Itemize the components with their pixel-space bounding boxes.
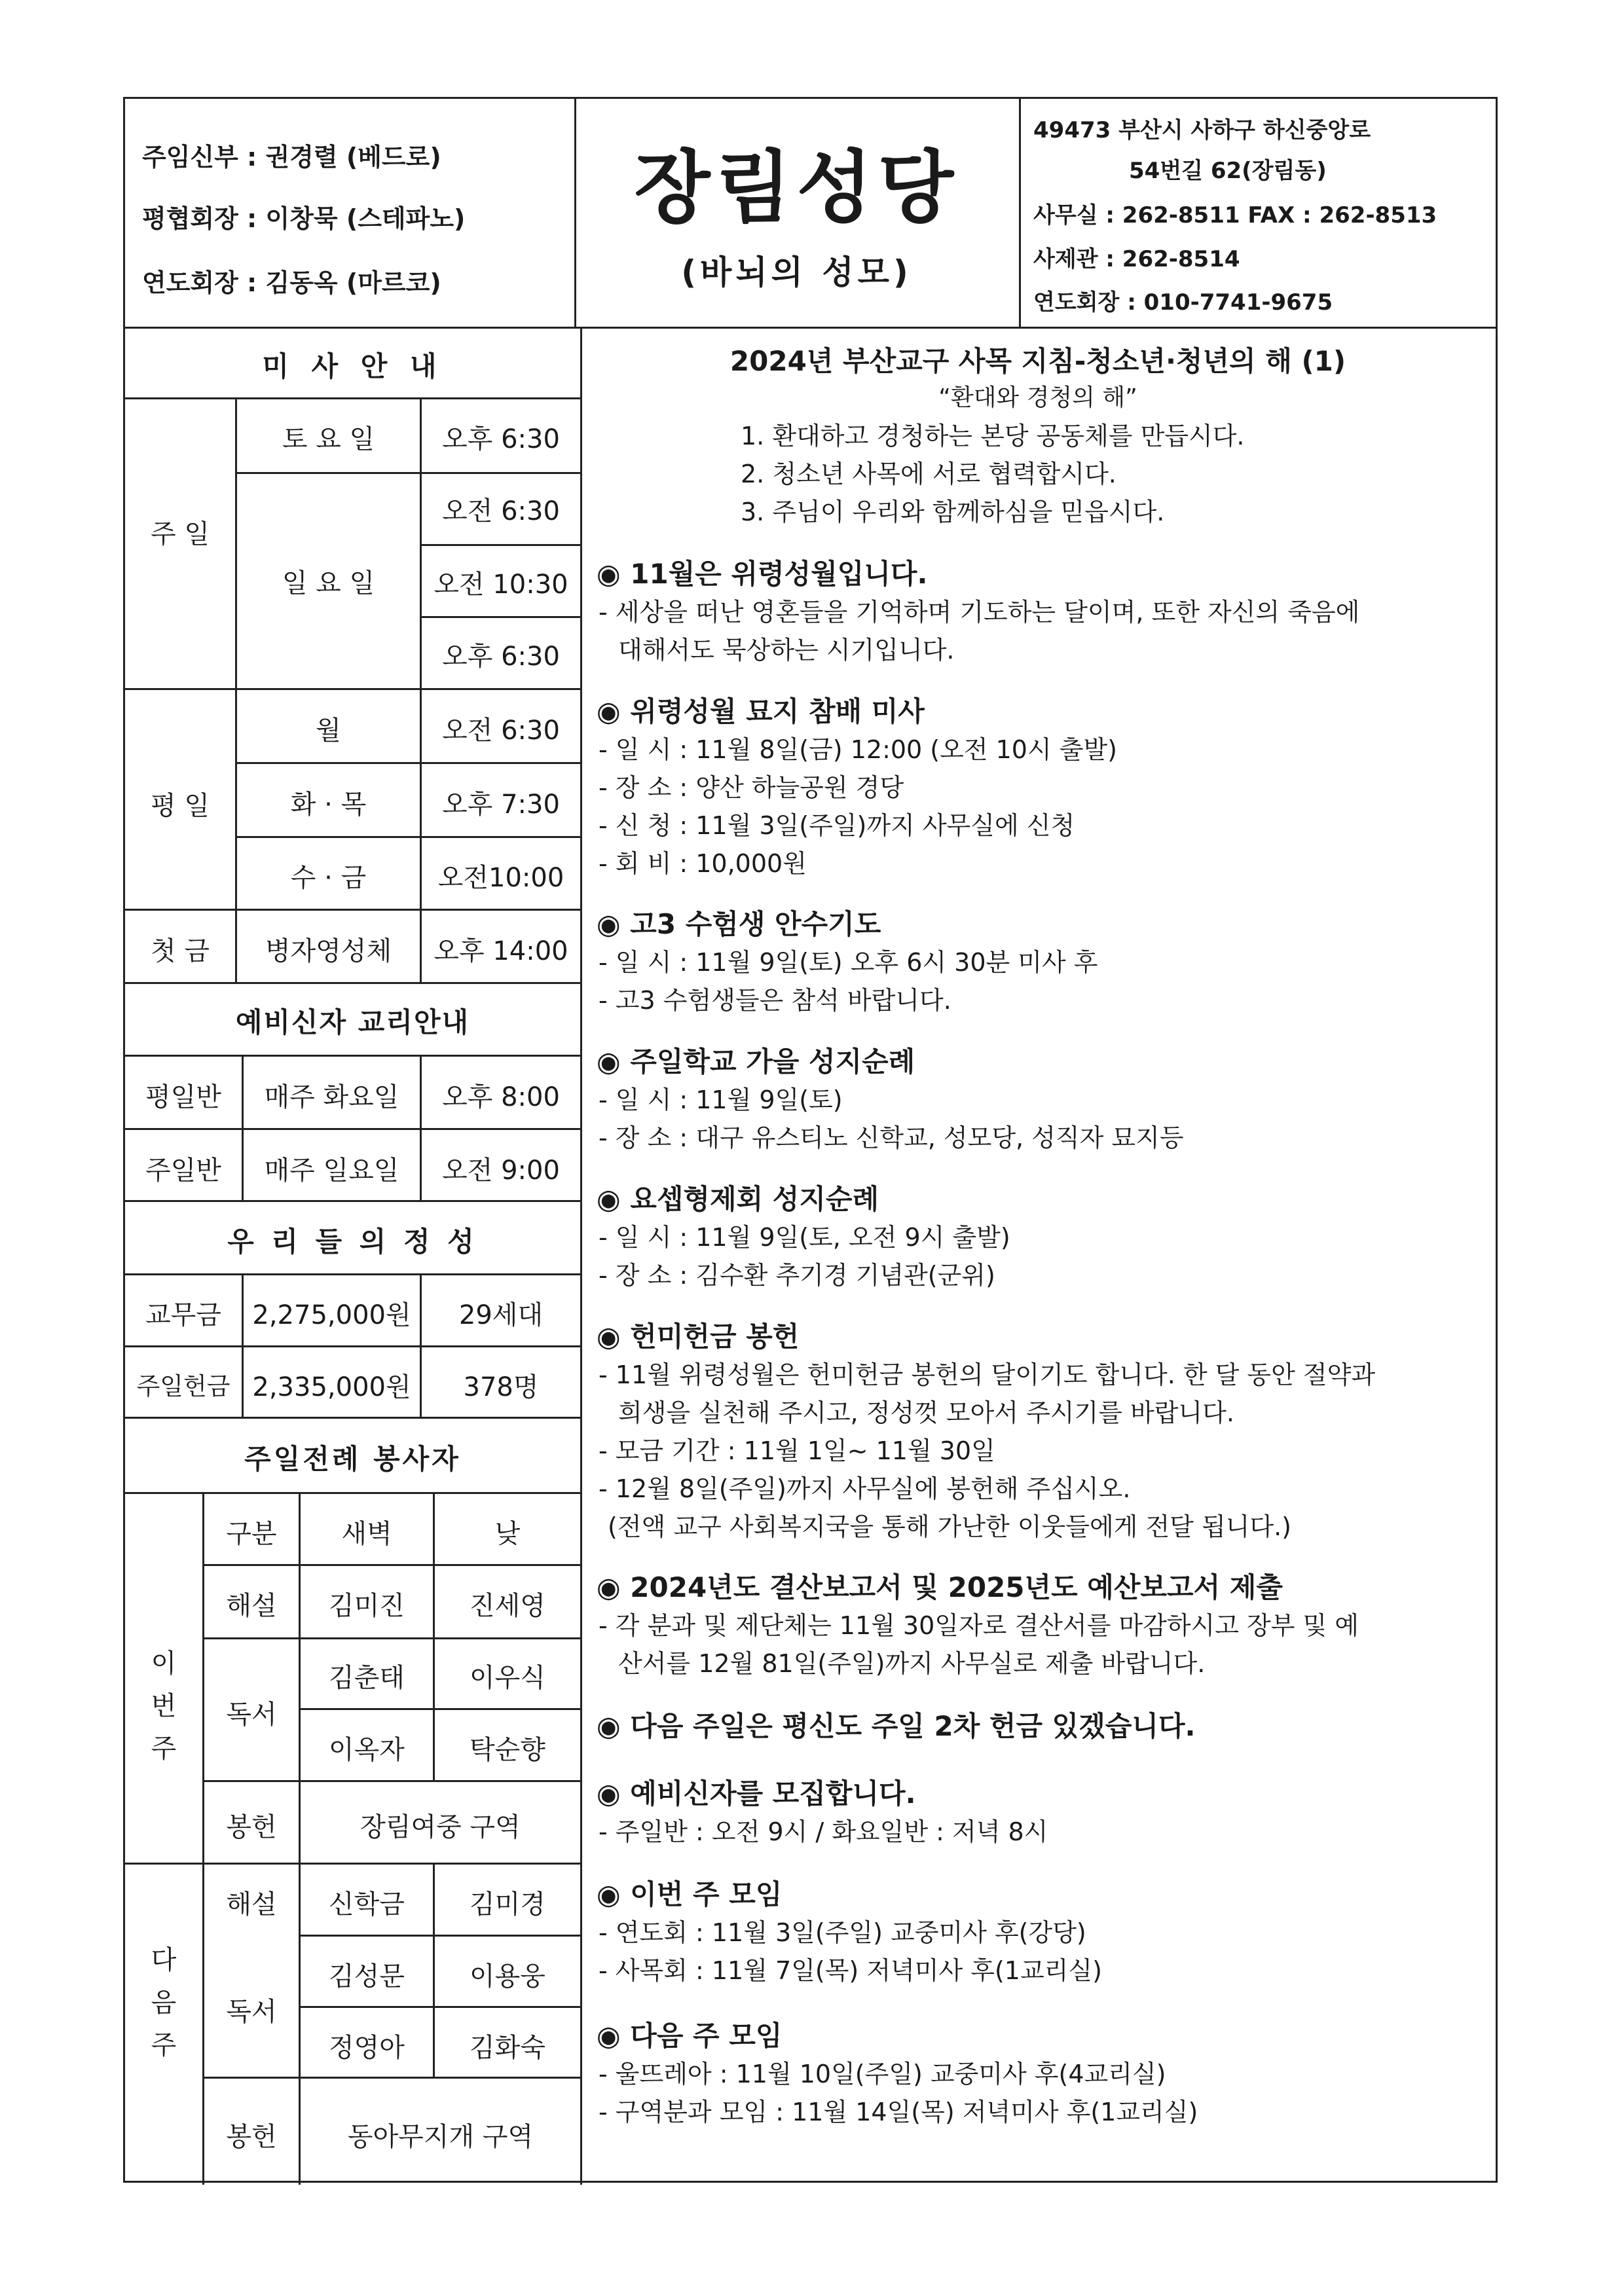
bulletin-header [125, 99, 1496, 329]
sunday-offering-count: 378명 [463, 1372, 539, 1402]
this-offering-label: 봉헌 [226, 1812, 277, 1842]
notice-joseph-title: ◉ 요셉형제회 성지순례 [597, 1183, 879, 1215]
mass-title: 미 사 안 내 [262, 350, 443, 382]
notice-line: - 구역분과 모임 : 11월 14일(목) 저녁미사 후(1교리실) [599, 2098, 1198, 2126]
notice-line: - 장 소 : 김수환 추기경 기념관(군위) [599, 1261, 995, 1290]
notice-line: - 일 시 : 11월 9일(토) [599, 1085, 843, 1114]
next-week-label: 다 음 주 [151, 1945, 177, 2060]
this-commentary-day: 진세영 [470, 1591, 545, 1621]
saturday-time: 오후 6:30 [442, 424, 560, 454]
this-reading1-dawn: 김춘태 [329, 1663, 405, 1693]
notice-line: - 11월 위령성월은 헌미헌금 봉헌의 달이기도 합니다. 한 달 동안 절약과 [599, 1360, 1376, 1389]
catechumen-weekday-day: 매주 화요일 [264, 1082, 399, 1112]
notice-line: - 울뜨레아 : 11월 10일(주일) 교중미사 후(4교리실) [599, 2060, 1166, 2088]
weekday-tue-thu-time: 오후 7:30 [442, 790, 560, 820]
catechumen-title: 예비신자 교리안내 [235, 1006, 470, 1038]
bullet-icon: ◉ [597, 1777, 621, 1810]
bulletin-frame [123, 97, 1498, 2183]
catechumen-sunday-day: 매주 일요일 [264, 1156, 399, 1186]
next-commentary-label: 해설 [226, 1889, 277, 1920]
notice-report-title: ◉ 2024년도 결산보고서 및 2025년도 예산보고서 제출 [597, 1571, 1283, 1603]
catechumen-weekday-label: 평일반 [145, 1082, 221, 1112]
notice-line: (전액 교구 사회복지국을 통해 가난한 이웃들에게 전달 됩니다.) [608, 1512, 1291, 1541]
notice-line: - 신 청 : 11월 3일(주일)까지 사무실에 신청 [599, 811, 1075, 840]
notice-line: - 일 시 : 11월 9일(토) 오후 6시 30분 미사 후 [599, 948, 1098, 977]
sunday-day: 일 요 일 [282, 568, 375, 598]
col-head-role: 구분 [226, 1519, 277, 1549]
this-offering-group: 장림여중 구역 [360, 1812, 521, 1842]
next-reading1-day: 이용웅 [470, 1961, 545, 1992]
bullet-icon: ◉ [597, 1571, 621, 1603]
this-reading1-day: 이우식 [470, 1663, 545, 1693]
bullet-icon: ◉ [597, 1183, 621, 1215]
col-head-dawn: 새벽 [341, 1519, 392, 1549]
notice-line: - 고3 수험생들은 참석 바랍니다. [599, 986, 951, 1015]
bullet-icon: ◉ [597, 1878, 621, 1910]
weekday-tue-thu: 화 · 목 [290, 790, 367, 820]
catechumen-weekday-time: 오후 8:00 [442, 1082, 560, 1112]
next-reading-label: 독서 [226, 1997, 277, 2027]
notice-line: - 회 비 : 10,000원 [599, 849, 807, 878]
notice-laity-sunday-title: ◉ 다음 주일은 평신도 주일 2차 헌금 있겠습니다. [597, 1710, 1196, 1742]
address-line-1: 49473 부산시 사하구 하신중앙로 [1033, 117, 1371, 143]
catechumen-sunday-label: 주일반 [145, 1156, 221, 1186]
notice-line: - 세상을 떠난 영혼들을 기억하며 기도하는 달이며, 또한 자신의 죽음에 [599, 598, 1360, 627]
notice-line: - 모금 기간 : 11월 1일~ 11월 30일 [599, 1436, 995, 1465]
notice-line: - 12월 8일(주일)까지 사무실에 봉헌해 주십시오. [599, 1474, 1131, 1503]
next-offering-group: 동아무지개 구역 [347, 2122, 534, 2152]
notice-line: - 주일반 : 오전 9시 / 화요일반 : 저녁 8시 [599, 1817, 1048, 1846]
senior-president-line: 연도회장 : 김동옥 (마르코) [142, 268, 441, 297]
first-friday-day: 병자영성체 [265, 936, 392, 966]
bullet-icon: ◉ [597, 2020, 621, 2052]
sunday-offering-amount: 2,335,000원 [252, 1372, 411, 1402]
notice-line: - 각 분과 및 제단체는 11월 30일자로 결산서를 마감하시고 장부 및 예 [599, 1611, 1359, 1640]
guideline-item-2: 2. 청소년 사목에 서로 협력합시다. [741, 460, 1116, 488]
catechumen-sunday-time: 오전 9:00 [442, 1156, 560, 1186]
sunday-offering-label: 주일헌금 [136, 1372, 231, 1400]
senior-phone: 연도회장 : 010-7741-9675 [1033, 289, 1333, 316]
notice-all-souls-title: ◉ 11월은 위령성월입니다. [597, 558, 928, 590]
title-box [574, 99, 1021, 327]
notice-line: 대해서도 묵상하는 시기입니다. [618, 636, 955, 665]
sunday-time-3: 오후 6:30 [442, 642, 560, 672]
next-offering-label: 봉헌 [226, 2122, 277, 2152]
left-column [125, 327, 582, 2185]
col-head-day: 낮 [494, 1519, 521, 1549]
sunday-time-2: 오전 10:30 [434, 570, 568, 600]
contact-box [1019, 99, 1496, 327]
next-commentary-day: 김미경 [470, 1889, 545, 1920]
notice-line: - 사목회 : 11월 7일(목) 저녁미사 후(1교리실) [599, 1956, 1102, 1985]
offering-title: 우 리 들 의 정 성 [227, 1226, 478, 1258]
weekday-label: 평 일 [151, 791, 210, 821]
tithe-amount: 2,275,000원 [252, 1300, 411, 1330]
saturday-day: 토 요 일 [282, 424, 375, 454]
right-column [580, 327, 1496, 2185]
notice-catechumen-title: ◉ 예비신자를 모집합니다. [597, 1777, 916, 1810]
guideline-subtitle: “환대와 경청의 해” [938, 384, 1137, 411]
next-reading1-dawn: 김성문 [329, 1961, 405, 1992]
pastor-line: 주임신부 : 권경렬 (베드로) [142, 143, 441, 172]
next-commentary-dawn: 신학금 [329, 1889, 405, 1920]
next-reading2-dawn: 정영아 [329, 2033, 405, 2063]
bullet-icon: ◉ [597, 1046, 621, 1078]
guideline-item-3: 3. 주님이 우리와 함께하심을 믿읍시다. [741, 498, 1165, 526]
servers-title: 주일전례 봉사자 [244, 1443, 461, 1475]
notice-line: 희생을 실천해 주시고, 정성껏 모아서 주시기를 바랍니다. [618, 1398, 1234, 1427]
notice-line: - 일 시 : 11월 8일(금) 12:00 (오전 10시 출발) [599, 735, 1118, 764]
weekday-wed-fri: 수 · 금 [290, 863, 367, 893]
notice-rice-offering-title: ◉ 헌미헌금 봉헌 [597, 1321, 800, 1353]
sunday-time-1: 오전 6:30 [442, 496, 560, 526]
notice-exam-prayer-title: ◉ 고3 수험생 안수기도 [597, 908, 881, 940]
first-friday-label: 첫 금 [151, 936, 210, 966]
bullet-icon: ◉ [597, 908, 621, 940]
this-reading2-dawn: 이옥자 [329, 1735, 405, 1765]
rectory-phone: 사제관 : 262-8514 [1033, 246, 1240, 272]
bullet-icon: ◉ [597, 695, 621, 727]
notice-this-week-meetings-title: ◉ 이번 주 모임 [597, 1878, 783, 1910]
this-commentary-dawn: 김미진 [329, 1591, 405, 1621]
staff-box [125, 99, 576, 327]
notice-line: - 일 시 : 11월 9일(토, 오전 9시 출발) [599, 1223, 1010, 1252]
church-name: 장림성당 [634, 143, 959, 234]
first-friday-time: 오후 14:00 [434, 936, 568, 966]
weekday-mon: 월 [316, 716, 341, 746]
sunday-label: 주 일 [151, 519, 210, 549]
weekday-mon-time: 오전 6:30 [442, 716, 560, 746]
notice-cemetery-mass-title: ◉ 위령성월 묘지 참배 미사 [597, 695, 925, 727]
office-phone: 사무실 : 262-8511 FAX : 262-8513 [1033, 202, 1437, 228]
address-line-2: 54번길 62(장림동) [1129, 158, 1327, 184]
notice-line: 산서를 12월 81일(주일)까지 사무실로 제출 바랍니다. [618, 1649, 1206, 1678]
bullet-icon: ◉ [597, 558, 621, 590]
bullet-icon: ◉ [597, 1321, 621, 1353]
council-president-line: 평협회장 : 이창묵 (스테파노) [142, 204, 466, 233]
notice-line: - 연도회 : 11월 3일(주일) 교중미사 후(강당) [599, 1918, 1086, 1947]
notice-sunday-school-title: ◉ 주일학교 가을 성지순례 [597, 1046, 915, 1078]
notice-next-week-meetings-title: ◉ 다음 주 모임 [597, 2020, 783, 2052]
bullet-icon: ◉ [597, 1710, 621, 1742]
next-reading2-day: 김화숙 [470, 2033, 545, 2063]
guideline-title: 2024년 부산교구 사목 지침-청소년·청년의 해 (1) [729, 345, 1346, 377]
notice-line: - 장 소 : 대구 유스티노 신학교, 성모당, 성직자 묘지등 [599, 1123, 1184, 1152]
patron-name: (바뇌의 성모) [681, 253, 912, 291]
this-reading2-day: 탁순향 [470, 1735, 545, 1765]
tithe-count: 29세대 [458, 1300, 544, 1330]
tithe-label: 교무금 [145, 1300, 221, 1330]
this-week-label: 이 번 주 [151, 1649, 177, 1764]
this-reading-label: 독서 [226, 1700, 277, 1730]
guideline-item-1: 1. 환대하고 경청하는 본당 공동체를 만듭시다. [741, 422, 1245, 450]
notice-line: - 장 소 : 양산 하늘공원 경당 [599, 773, 904, 802]
this-commentary-label: 해설 [226, 1591, 277, 1621]
weekday-wed-fri-time: 오전10:00 [437, 863, 564, 893]
